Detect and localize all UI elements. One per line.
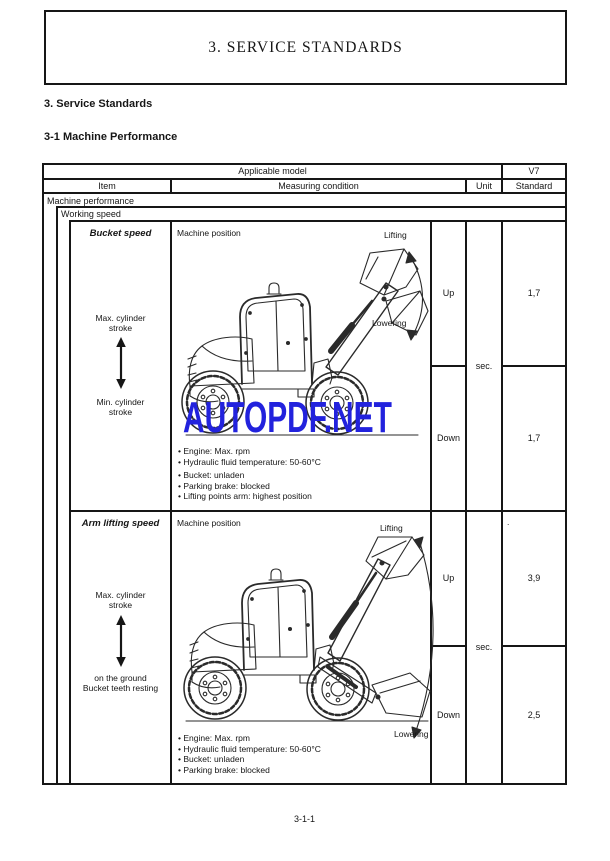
label-line: stroke: [108, 600, 133, 611]
bucket-standard-down: 1,7: [527, 433, 541, 444]
stray-dot: .: [507, 517, 510, 527]
chapter-title: 3. SERVICE STANDARDS: [208, 38, 403, 56]
lifting-label: Lifting: [384, 230, 407, 240]
bucket-conditions-list: [178, 446, 321, 502]
lowering-label: Lowering: [394, 729, 429, 739]
col-header-unit: Unit: [475, 180, 492, 191]
subsection-heading: 3-1 Machine Performance: [44, 131, 178, 143]
arm-standard-down: 2,5: [527, 709, 541, 720]
arm-conditions-list: [178, 733, 321, 775]
bucket-standard-up: 1,7: [527, 288, 541, 299]
col-header-standard: Standard: [515, 180, 553, 191]
arm-unit-cell: sec.: [475, 642, 493, 653]
col-header-measuring-condition: Measuring condition: [278, 180, 359, 191]
bucket-up-cell: Up: [442, 288, 455, 299]
group-working-speed: Working speed: [61, 209, 121, 219]
label-line: on the ground: [94, 673, 147, 683]
page-number: 3-1-1: [293, 814, 315, 824]
item-bucket-speed: Bucket speed: [89, 227, 152, 239]
service-standards-table: [42, 163, 567, 785]
label-line: Min. cylinder: [96, 397, 145, 407]
condition-item: • Engine: Max. rpm: [178, 733, 321, 744]
double-arrow-icon: [114, 615, 128, 667]
condition-item: • Bucket: unladen: [178, 754, 321, 765]
section-heading: 3. Service Standards: [44, 98, 153, 110]
group-machine-performance: Machine performance: [47, 196, 135, 206]
condition-item: • Hydraulic fluid temperature: 50-60°C: [178, 457, 321, 468]
chapter-title-box: [44, 10, 567, 85]
arm-up-cell: Up: [442, 573, 455, 584]
bucket-stroke-bottom-label: [71, 397, 170, 417]
grid-line: [170, 220, 172, 783]
bucket-unit-cell: sec.: [475, 360, 493, 371]
bucket-stroke-top-label: [71, 313, 170, 333]
machine-position-label: Machine position: [177, 228, 241, 238]
bucket-down-cell: Down: [436, 433, 460, 444]
grid-line: [44, 192, 565, 194]
machine-position-label: Machine position: [177, 518, 241, 528]
condition-item: • Bucket: unladen: [178, 470, 321, 481]
applicable-model-header: Applicable model: [238, 166, 307, 177]
label-line: stroke: [108, 323, 133, 334]
lowering-label: Lowering: [372, 318, 407, 328]
arm-stroke-bottom-label: [66, 673, 175, 693]
arm-standard-up: 3,9: [527, 573, 541, 584]
lifting-label: Lifting: [380, 523, 403, 533]
condition-item: • Lifting points arm: highest position: [178, 491, 321, 502]
label-line: Max. cylinder: [95, 590, 146, 600]
condition-item: • Engine: Max. rpm: [178, 446, 321, 457]
label-line: Max. cylinder: [95, 313, 146, 323]
double-arrow-icon: [114, 337, 128, 389]
item-arm-lifting-speed: Arm lifting speed: [81, 517, 160, 529]
arm-lifting-diagram: [180, 535, 434, 747]
arm-down-cell: Down: [436, 709, 460, 720]
watermark: AUTOPDF.NET: [183, 393, 392, 442]
condition-item: • Parking brake: blocked: [178, 765, 321, 776]
label-line: Bucket teeth resting: [82, 683, 159, 694]
condition-item: • Hydraulic fluid temperature: 50-60°C: [178, 744, 321, 755]
label-line: stroke: [108, 407, 133, 418]
condition-item: • Parking brake: blocked: [178, 481, 321, 492]
grid-line: [69, 220, 71, 783]
col-header-item: Item: [98, 180, 116, 191]
grid-line: [56, 206, 58, 783]
arm-stroke-top-label: [71, 590, 170, 610]
model-value: V7: [528, 166, 540, 177]
